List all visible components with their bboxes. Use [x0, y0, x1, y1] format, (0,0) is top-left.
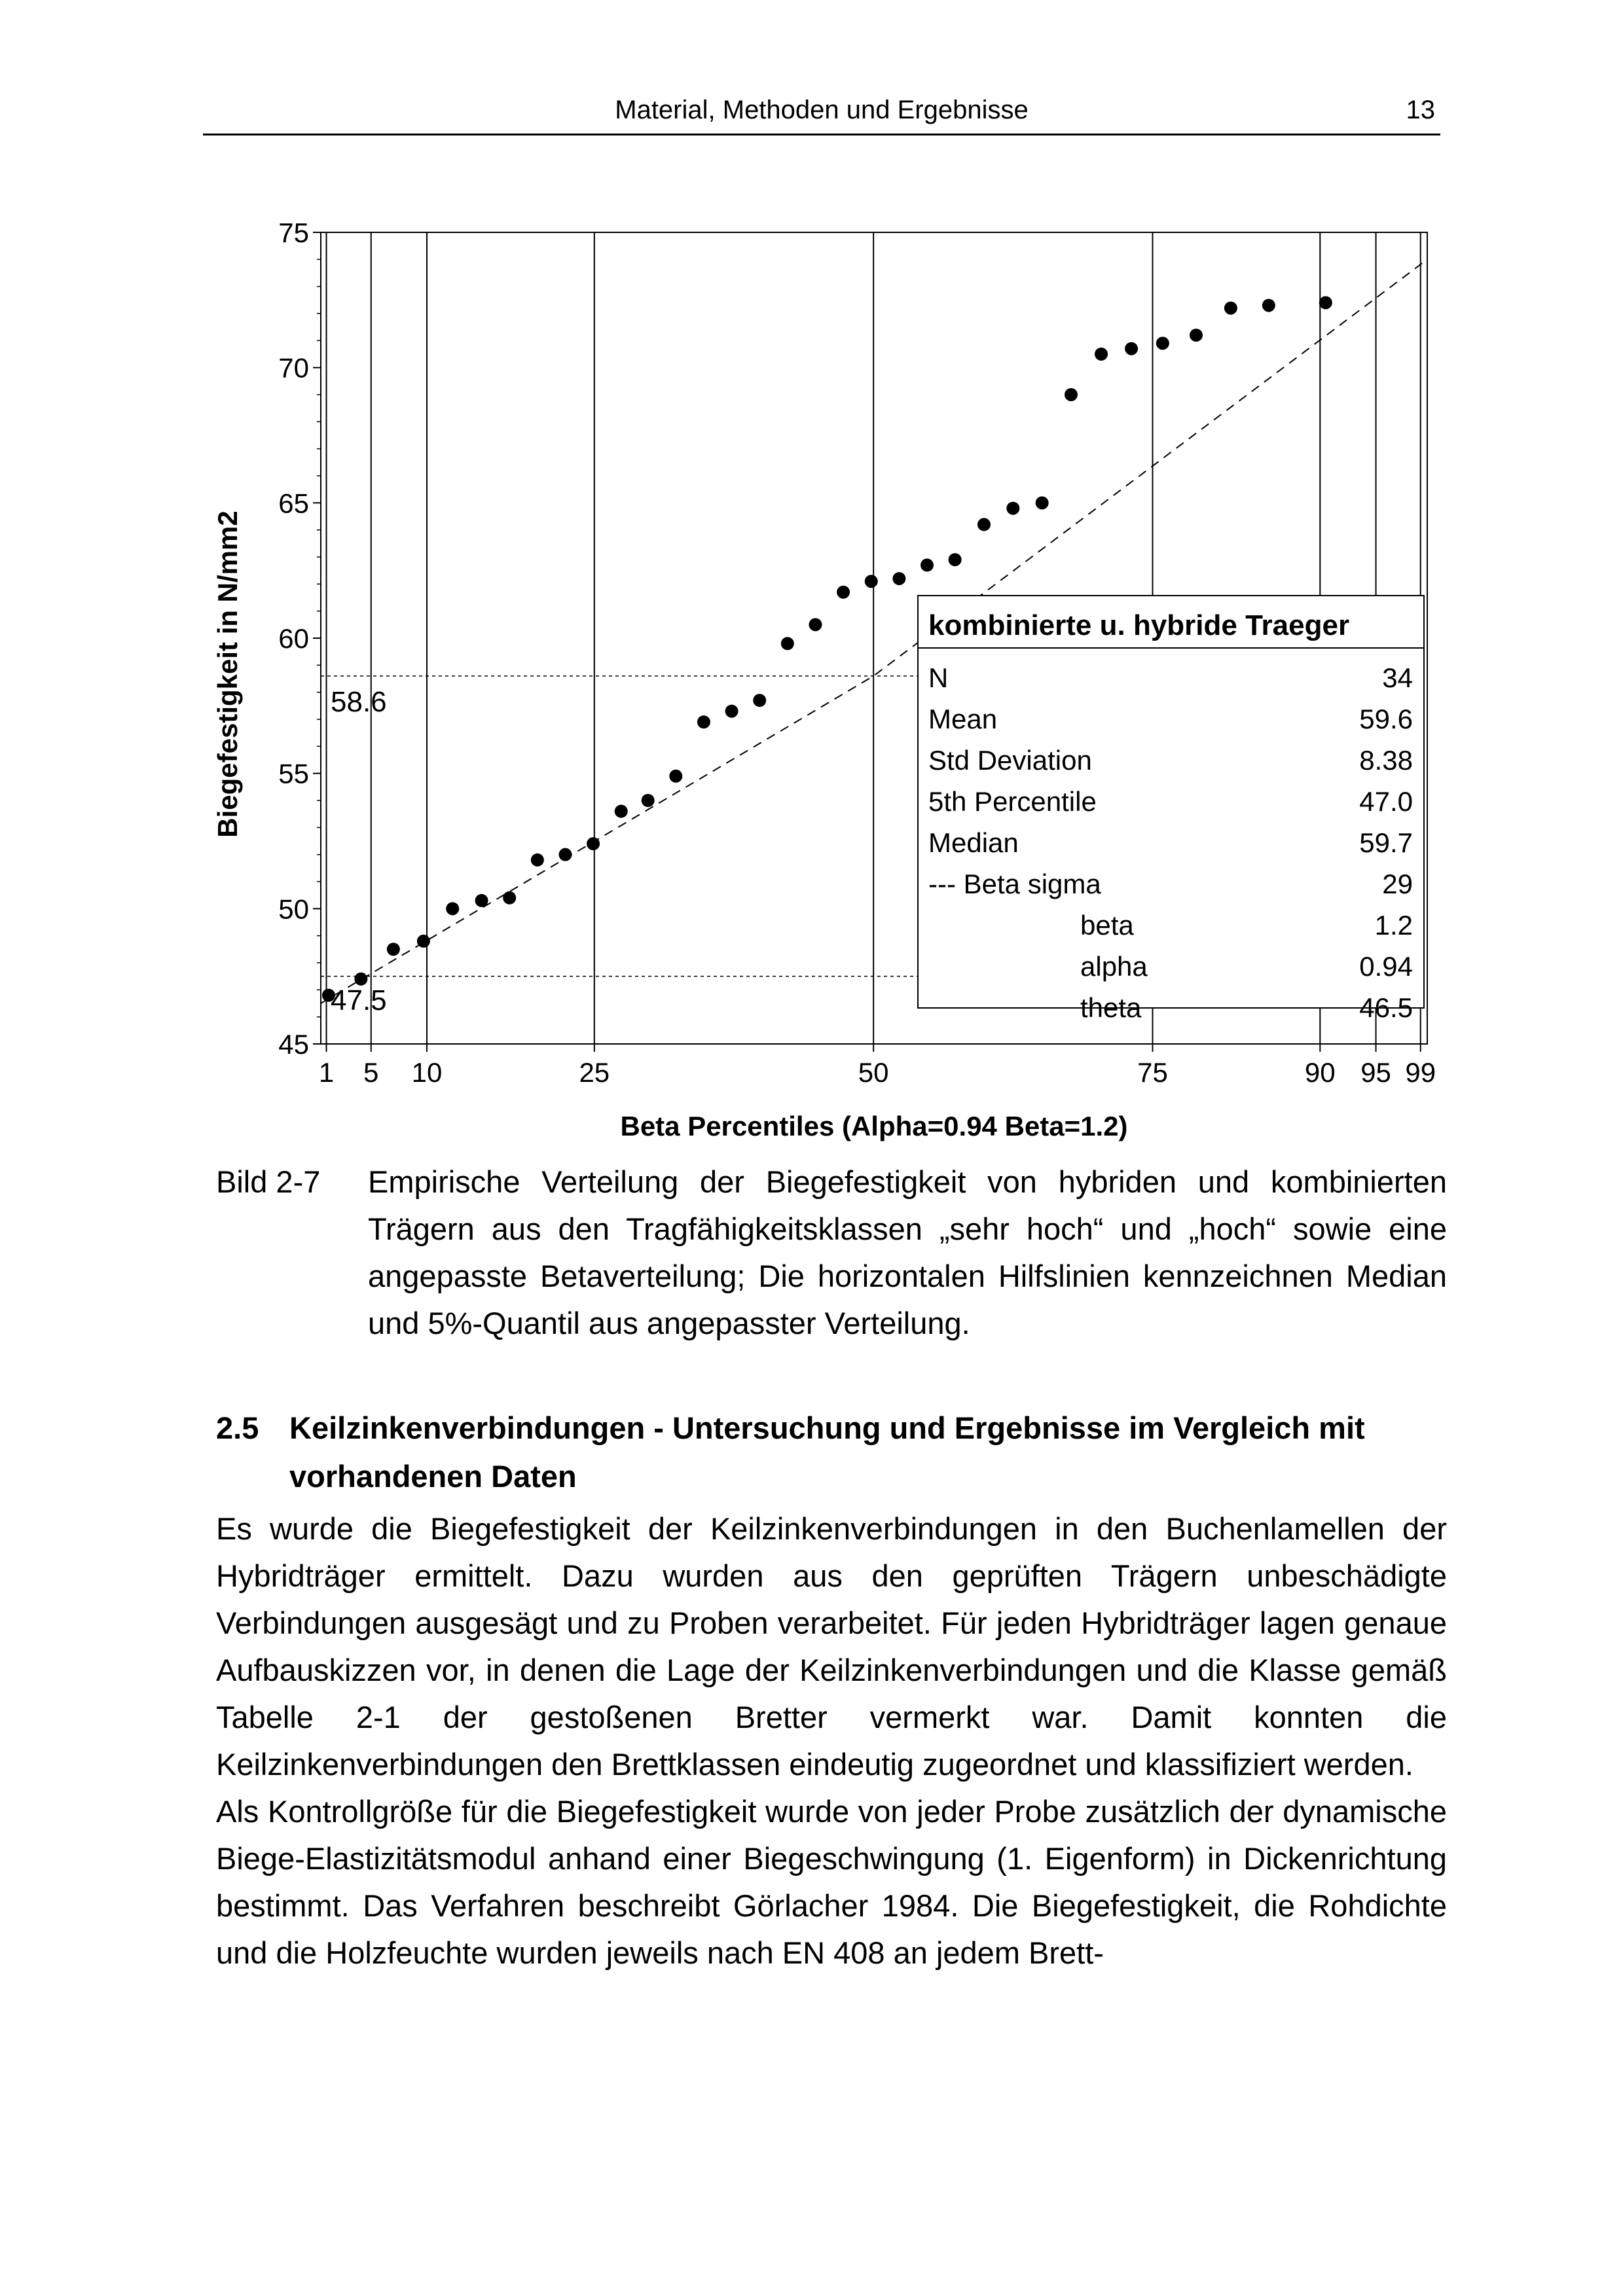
y-axis-label: Biegefestigkeit in N/mm2 [212, 511, 243, 838]
data-point [753, 694, 766, 707]
data-point [475, 894, 488, 907]
legend-title: kombinierte u. hybride Traeger [928, 609, 1350, 641]
data-point [558, 848, 572, 861]
paragraph: Als Kontrollgröße für die Biegefestigkeit wurde von jeder Probe zusätzlich der dynamische Biege-Elastizitätsmodul anhand einer Biegeschwingung (1. Eigenform) in Dickenrichtung bestimmt. Das Verfahren beschreibt Görlacher 1984. Die Biegefestigkeit, die Rohdichte und die Holzfeuchte wurden jeweils nach EN 408 an jedem Brett- [216, 1794, 1447, 1970]
x-tick-label: 95 [1360, 1057, 1391, 1088]
beta-percentile-chart [196, 216, 1440, 1145]
data-point [587, 837, 600, 850]
figure-caption [216, 1158, 1447, 1347]
data-point [921, 558, 934, 571]
median-ref-label: 58.6 [331, 686, 387, 718]
section-number: 2.5 [216, 1410, 259, 1445]
data-point [1006, 502, 1019, 515]
legend-row-value: 1.2 [1374, 910, 1413, 941]
legend-row-value: 46.5 [1359, 992, 1413, 1023]
data-point [1319, 296, 1332, 309]
y-tick-label: 65 [278, 488, 309, 519]
section-title: Keilzinkenverbindungen - Untersuchung und Ergebnisse im Vergleich mit vorhandenen Daten [289, 1410, 1365, 1494]
data-point [865, 575, 878, 588]
x-tick-label: 90 [1304, 1057, 1336, 1088]
caption-label: Bild 2-7 [216, 1164, 321, 1199]
y-tick-label: 55 [278, 758, 309, 789]
running-header [203, 92, 1440, 135]
x-tick-label: 75 [1137, 1057, 1168, 1088]
data-point [697, 715, 710, 728]
x-tick-label: 1 [318, 1057, 335, 1088]
data-point [781, 637, 794, 650]
y-tick-label: 75 [278, 217, 309, 248]
reference-line-labels [331, 686, 387, 1016]
data-point [977, 518, 991, 531]
data-point [1190, 329, 1203, 342]
x-tick-label: 5 [363, 1057, 379, 1088]
data-point [1065, 388, 1078, 401]
data-point [1262, 299, 1275, 312]
data-point [417, 935, 430, 948]
data-point [387, 942, 400, 956]
data-point [1156, 336, 1169, 350]
data-point [669, 770, 682, 783]
legend-row-value: 8.38 [1359, 745, 1413, 776]
legend-row-label: --- Beta sigma [928, 869, 1101, 899]
legend-row-label: Std Deviation [928, 745, 1092, 776]
data-point [1125, 342, 1138, 355]
legend-row-value: 34 [1382, 662, 1413, 693]
caption-text: Empirische Verteilung der Biegefestigkeit von hybriden und kombinierten Trägern aus den Tragfähigkeitsklassen „sehr hoch“ und „hoch“ sowie eine angepasste Betaverteilung; Die horizontalen Hilfslinien kennzeichnen Median und 5%-Quantil aus angepasster Verteilung. [368, 1164, 1447, 1340]
data-point [503, 891, 516, 905]
data-point [531, 853, 544, 867]
data-point [892, 572, 905, 585]
legend-row-value: 29 [1382, 869, 1413, 899]
body-text [216, 1505, 1447, 1977]
legend-row-value: 59.6 [1359, 704, 1413, 734]
y-tick-label: 45 [278, 1029, 309, 1060]
legend-box [918, 596, 1424, 1023]
header-title: Material, Methoden und Ergebnisse [615, 96, 1029, 124]
data-point [809, 618, 822, 631]
y-tick-label: 60 [278, 623, 309, 654]
legend-row-label: Mean [928, 704, 998, 734]
data-point [446, 902, 459, 915]
x-axis-label: Beta Percentiles (Alpha=0.94 Beta=1.2) [620, 1111, 1128, 1141]
legend-row-label: beta [1080, 910, 1134, 941]
data-point [354, 973, 367, 986]
page-number: 13 [1406, 96, 1435, 124]
legend-row-value: 0.94 [1359, 951, 1413, 982]
data-point [1224, 302, 1237, 315]
legend-row-value: 59.7 [1359, 827, 1413, 858]
data-point [1095, 348, 1108, 361]
legend-row-label: N [928, 662, 949, 693]
y-tick-label: 70 [278, 352, 309, 384]
legend-row-value: 47.0 [1359, 786, 1413, 817]
x-tick-label: 50 [858, 1057, 889, 1088]
data-point [615, 805, 628, 818]
x-tick-label: 25 [579, 1057, 610, 1088]
data-point [949, 553, 962, 566]
legend-row-label: Median [928, 827, 1019, 858]
legend-row-label: alpha [1080, 951, 1148, 982]
data-point [1036, 496, 1049, 509]
quantile-ref-label: 47.5 [331, 984, 387, 1016]
x-tick-label: 10 [411, 1057, 443, 1088]
legend-row-label: 5th Percentile [928, 786, 1097, 817]
x-tick-label: 99 [1405, 1057, 1436, 1088]
data-point [725, 705, 739, 718]
legend-row-label: theta [1080, 992, 1142, 1023]
data-point [837, 586, 850, 599]
section-heading [216, 1404, 1447, 1501]
y-tick-label: 50 [278, 893, 309, 925]
data-point [642, 794, 655, 807]
paragraph: Es wurde die Biegefestigkeit der Keilzinkenverbindungen in den Buchenlamellen der Hybridträger ermittelt. Dazu wurden aus den geprüften Trägern unbeschädigte Verbindungen ausgesägt und zu Proben verarbeitet. Für jeden Hybridträger lagen genaue Aufbauskizzen vor, in denen die Lage der Keilzinkenverbindungen und die Klasse gemäß Tabelle 2-1 der gestoßenen Bretter vermerkt war. Damit konnten die Keilzinkenverbindungen den Brettklassen eindeutig zugeordnet und klassifiziert werden. [216, 1511, 1447, 1782]
